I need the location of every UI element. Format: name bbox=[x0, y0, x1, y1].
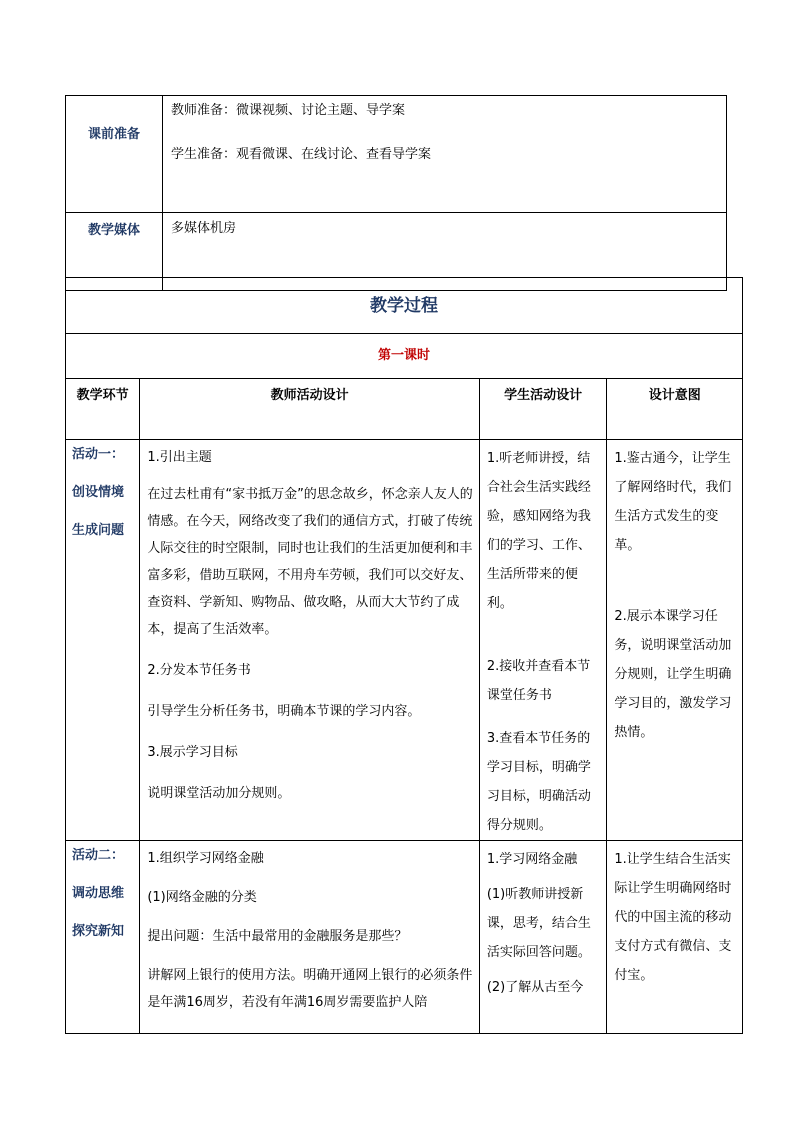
prep-value bbox=[163, 96, 727, 213]
activity2-intent bbox=[607, 841, 743, 1034]
activity1-student bbox=[479, 440, 607, 841]
teacher-item: 1.组织学习网络金融 bbox=[147, 851, 264, 866]
teacher-item: 2.分发本节任务书 bbox=[147, 663, 251, 678]
student-item: 1.学习网络金融 bbox=[486, 852, 578, 867]
teacher-item: 引导学生分析任务书，明确本节课的学习内容。 bbox=[147, 704, 421, 719]
activity2-label-line: 活动二： bbox=[72, 848, 125, 863]
teacher-item: 说明课堂活动加分规则。 bbox=[147, 786, 291, 801]
student-item: 1.听老师讲授，结合社会生活实践经验，感知网络为我们的学习、工作、生活所带来的便利。 bbox=[486, 451, 591, 611]
header-stage: 教学环节 bbox=[66, 379, 140, 440]
activity2-label-line: 探究新知 bbox=[72, 924, 125, 939]
activity2-student bbox=[479, 841, 607, 1034]
activity2-label bbox=[66, 841, 140, 1034]
student-prep: 学生准备：观看微课、在线讨论、查看导学案 bbox=[171, 147, 432, 162]
student-item: 2.接收并查看本节课堂任务书 bbox=[486, 659, 591, 703]
course-info-table bbox=[65, 95, 727, 291]
activity2-teacher bbox=[140, 841, 480, 1034]
header-intent: 设计意图 bbox=[607, 379, 743, 440]
activity1-label-line: 创设情境 bbox=[72, 485, 125, 500]
student-item: (2)了解从古至今 bbox=[486, 980, 584, 995]
teacher-item: (1)网络金融的分类 bbox=[147, 890, 257, 905]
teacher-item: 讲解网上银行的使用方法。明确开通网上银行的必须条件是年满16周岁，若没有年满16周岁需要监护人陪 bbox=[147, 968, 473, 1010]
activity1-teacher bbox=[140, 440, 480, 841]
media-value: 多媒体机房 bbox=[163, 213, 727, 291]
prep-label: 课前准备 bbox=[66, 96, 163, 213]
table-row bbox=[66, 440, 743, 841]
activity2-label-line: 调动思维 bbox=[72, 886, 125, 901]
activity1-label bbox=[66, 440, 140, 841]
header-teacher: 教师活动设计 bbox=[140, 379, 480, 440]
teaching-process-table bbox=[65, 277, 743, 1034]
activity1-intent bbox=[607, 440, 743, 841]
process-title: 教学过程 bbox=[66, 278, 743, 334]
period-label: 第一课时 bbox=[66, 334, 743, 379]
teacher-item: 提出问题：生活中最常用的金融服务是那些？ bbox=[147, 929, 408, 944]
student-item: 3.查看本节任务的学习目标，明确学习目标，明确活动得分规则。 bbox=[486, 731, 591, 833]
intent-item: 1.让学生结合生活实际让学生明确网络时代的中国主流的移动支付方式有微信、支付宝。 bbox=[614, 852, 732, 983]
media-label: 教学媒体 bbox=[66, 213, 163, 291]
student-item: (1)听教师讲授新课，思考，结合生活实际回答问题。 bbox=[486, 887, 591, 960]
intent-item: 1.鉴古通今，让学生了解网络时代，我们生活方式发生的变革。 bbox=[614, 451, 732, 553]
table-row bbox=[66, 841, 743, 1034]
teacher-item: 1.引出主题 bbox=[147, 450, 212, 465]
intent-item: 2.展示本课学习任务，说明课堂活动加分规则，让学生明确学习目的，激发学习热情。 bbox=[614, 609, 732, 740]
activity1-label-line: 活动一： bbox=[72, 447, 125, 462]
teacher-prep: 教师准备：微课视频、讨论主题、导学案 bbox=[171, 103, 406, 118]
teacher-item: 3.展示学习目标 bbox=[147, 745, 238, 760]
header-student: 学生活动设计 bbox=[479, 379, 607, 440]
teacher-item: 在过去杜甫有“家书抵万金”的思念故乡，怀念亲人友人的情感。在今天，网络改变了我们的通信方式，打破了传统人际交往的时空限制，同时也让我们的生活更加便利和丰富多彩，借助互联网，不用舟车劳顿，我们可以交好友、查资料、学新知、购物品、做攻略，从而大大节约了成本，提高了生活效率。 bbox=[147, 487, 473, 637]
activity1-label-line: 生成问题 bbox=[72, 523, 125, 538]
table-header-row bbox=[66, 379, 743, 440]
